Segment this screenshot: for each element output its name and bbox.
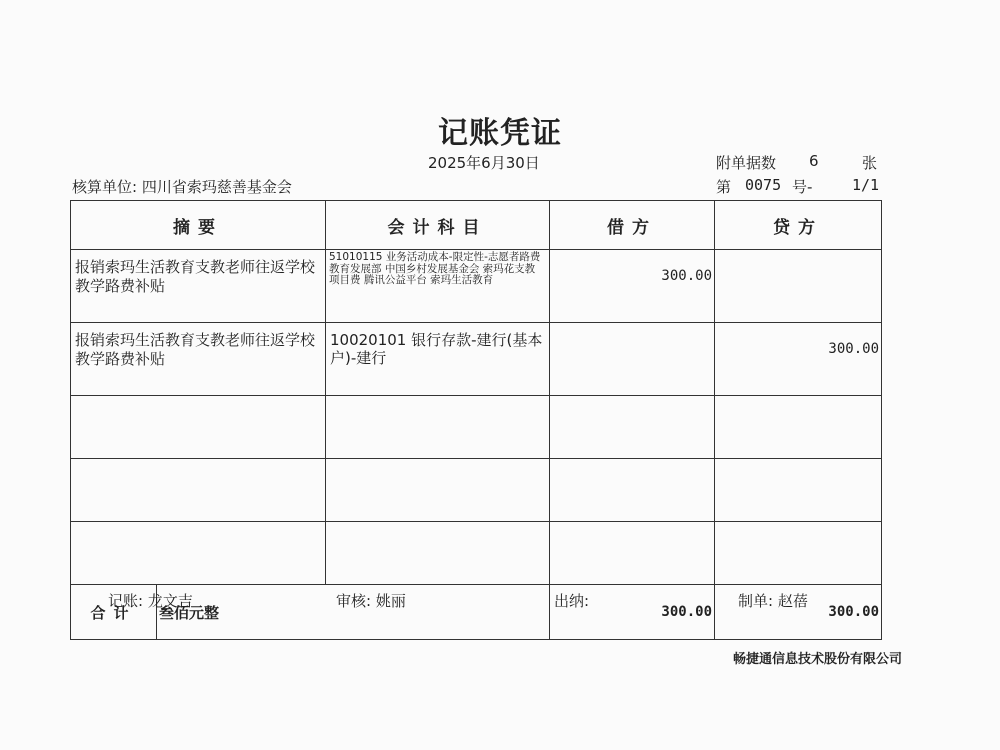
total-debit: 300.00 <box>550 585 715 640</box>
table-row <box>71 396 882 459</box>
total-label: 合计 <box>71 585 157 640</box>
table-header <box>71 201 882 250</box>
row-debit <box>550 522 715 585</box>
attachment-unit: 张 <box>862 154 878 172</box>
header-account: 会计科目 <box>326 201 550 250</box>
row-debit <box>550 396 715 459</box>
row-account <box>326 396 550 459</box>
row-credit <box>715 396 882 459</box>
total-amount-words: 叁佰元整 <box>157 585 550 640</box>
voucher-page: 1/1 <box>852 176 880 194</box>
accounting-unit: 核算单位: 四川省索玛慈善基金会 <box>72 178 292 196</box>
table-row <box>71 459 882 522</box>
header-credit: 贷方 <box>715 201 882 250</box>
row-summary <box>71 459 326 522</box>
row-summary: 报销索玛生活教育支教老师往返学校教学路费补贴 <box>71 250 326 323</box>
voucher-number-value: 0075 <box>745 176 782 194</box>
voucher-table <box>70 200 882 640</box>
row-account <box>326 522 550 585</box>
table-row <box>71 522 882 585</box>
table-row <box>71 250 882 323</box>
row-summary: 报销索玛生活教育支教老师往返学校教学路费补贴 <box>71 323 326 396</box>
row-credit <box>715 250 882 323</box>
header-debit: 借方 <box>550 201 715 250</box>
row-account: 51010115 业务活动成本-限定性-志愿者路费 教育发展部 中国乡村发展基金会 索玛花支教 项目费 腾讯公益平台 索玛生活教育 <box>326 250 550 323</box>
total-credit: 300.00 <box>715 585 882 640</box>
auditor-signature: 审核: 姚丽 <box>336 592 406 610</box>
voucher-number-prefix: 第 <box>716 178 732 196</box>
voucher-title: 记账凭证 <box>438 116 562 151</box>
cashier-signature: 出纳: <box>554 592 590 610</box>
table-row <box>71 323 882 396</box>
row-account: 10020101 银行存款-建行(基本户)-建行 <box>326 323 550 396</box>
attachment-label: 附单据数 <box>716 154 777 172</box>
row-summary <box>71 396 326 459</box>
row-account <box>326 459 550 522</box>
row-debit <box>550 323 715 396</box>
row-debit: 300.00 <box>550 250 715 323</box>
row-credit <box>715 459 882 522</box>
voucher-date: 2025年6月30日 <box>428 154 540 172</box>
row-summary <box>71 522 326 585</box>
bookkeeper-signature: 记账: 龙文吉 <box>108 592 193 610</box>
row-debit <box>550 459 715 522</box>
header-summary: 摘要 <box>71 201 326 250</box>
preparer-signature: 制单: 赵蓓 <box>738 592 808 610</box>
row-credit <box>715 522 882 585</box>
software-company: 畅捷通信息技术股份有限公司 <box>733 652 903 667</box>
row-credit: 300.00 <box>715 323 882 396</box>
attachment-number: 6 <box>809 152 819 170</box>
voucher-number-suffix: 号- <box>792 178 813 196</box>
